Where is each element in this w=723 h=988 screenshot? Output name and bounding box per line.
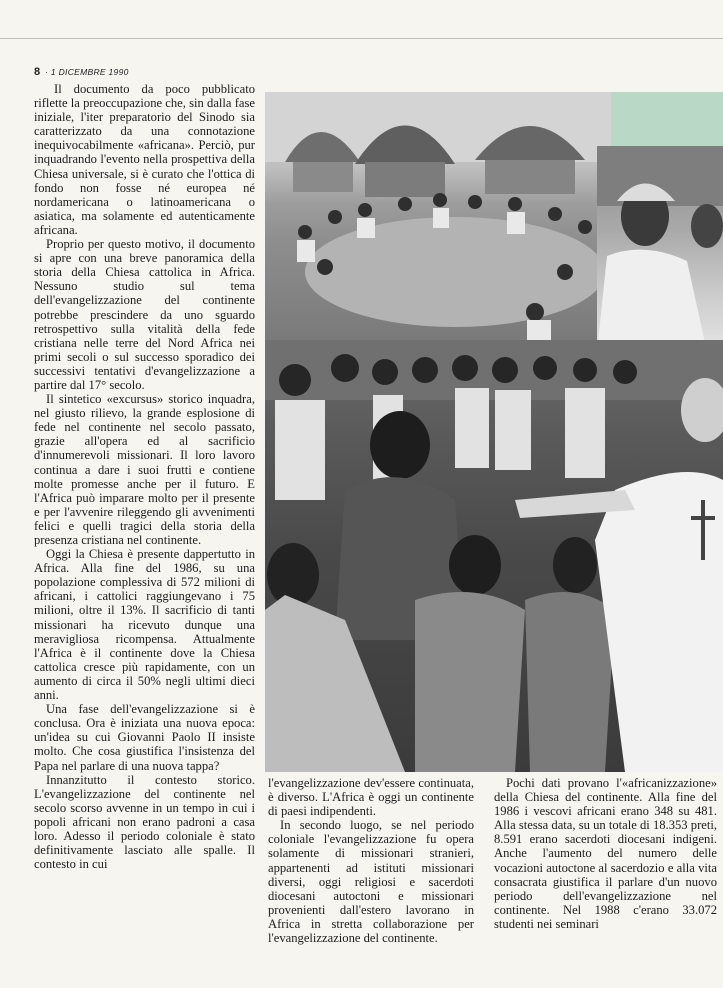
folio-separator: · bbox=[45, 67, 49, 77]
page-number: 8 bbox=[34, 66, 41, 78]
paragraph: Il sintetico «excursus» storico inquadra, nel giusto rilievo, la grande esplosione di fede nel continente nel secolo passato, grazie all'opera ed al sacrificio d'innumerevoli missionari. Il loro lavoro continua a dare i suoi frutti e contiene molte promesse anche per il futuro. E l'Africa può imparare molto per il presente e per l'avvenire rileggendo gli avvenimenti felici e quelli tragici della storia della presenza cristiana nel continente. bbox=[34, 392, 255, 547]
paragraph: Proprio per questo motivo, il documento si apre con una breve panoramica della storia della Chiesa cattolica in Africa. Nessuno studio sul tema dell'evangelizzazione del continente potrebbe prescindere da uno sguardo retrospettivo sulla vitalità della fede cristiana nelle terre del Nord Africa nei primi secoli o sul successo sporadico dei successivi tentativi d'evangelizzazione a partire dal 17° secolo. bbox=[34, 237, 255, 392]
woman-portrait-photo bbox=[597, 146, 723, 352]
paragraph: l'evangelizzazione dev'essere continuata, è diverso. L'Africa è oggi un continente di paesi indipendenti. bbox=[268, 776, 474, 819]
issue-date: 1 DICEMBRE 1990 bbox=[50, 67, 129, 77]
paragraph: In secondo luogo, se nel periodo coloniale l'evangelizzazione fu opera solamente di missionari stranieri, appartenenti ad istituti missionari diversi, oggi religiosi e sacerdoti diocesani autoctoni e missionari provenienti dall'estero lavorano in Africa in stretta collaborazione per l'evangelizzazione del continente. bbox=[268, 818, 474, 946]
paragraph: Il documento da poco pubblicato riflette la preoccupazione che, sin dalla fase iniziale, l'iter preparatorio del Sinodo sia caratterizzato da una connotazione inequivocabilmente «africana». Perciò, pur inquadrando l'evento nella prospettiva della Chiesa universale, si è curato che l'ottica di fondo non fosse né europea né nordamericana o latinoamericana o asiatica, ma solamente ed autenticamente africana. bbox=[34, 82, 255, 237]
paragraph: Oggi la Chiesa è presente dappertutto in Africa. Alla fine del 1986, su una popolazione complessiva di 572 milioni di africani, i cattolici raggiungevano i 75 milioni, oltre il 13%. Il sacrificio di tanti missionari ha ricevuto dunque una meravigliosa ricompensa. Attualmente l'Africa è il continente dove la Chiesa cattolica cresce più rapidamente, con un aumento di circa il 50% negli ultimi dieci anni. bbox=[34, 547, 255, 703]
paragraph: Una fase dell'evangelizzazione si è conclusa. Ora è iniziata una nuova epoca: un'idea su cui Giovanni Paolo II insiste molto. Che cosa giustifica l'insistenza del Papa nel parlare di una nuova tappa? bbox=[34, 702, 255, 773]
article-column-1 bbox=[34, 82, 255, 871]
header-rule bbox=[0, 38, 723, 39]
paragraph: Pochi dati provano l'«africanizzazione» della Chiesa del continente. Alla fine del 1986 i vescovi africani erano 348 su 481. Alla stessa data, su un totale di 18.353 preti, 8.591 erano sacerdoti diocesani indigeni. Anche l'aumento del numero delle vocazioni autoctone al sacerdozio e alla vita consacrata giustifica il parlare d'un nuovo periodo dell'evangelizzazione nel continente. Nel 1988 c'erano 33.072 studenti nei seminari bbox=[494, 776, 717, 931]
photo-border-strip bbox=[611, 92, 723, 146]
paragraph: Innanzitutto il contesto storico. L'evangelizzazione del continente nel secolo scorso avvenne in un tempo in cui i popoli africani non erano padroni a casa loro. Adesso il periodo coloniale è stato definitivamente lasciato alle spalle. Il contesto in cui bbox=[34, 772, 255, 872]
article-column-2 bbox=[268, 776, 474, 945]
village-gathering-photo bbox=[265, 92, 611, 340]
article-column-3 bbox=[494, 776, 717, 931]
page-folio bbox=[34, 66, 129, 78]
pope-greeting-crowd-photo bbox=[265, 340, 723, 772]
